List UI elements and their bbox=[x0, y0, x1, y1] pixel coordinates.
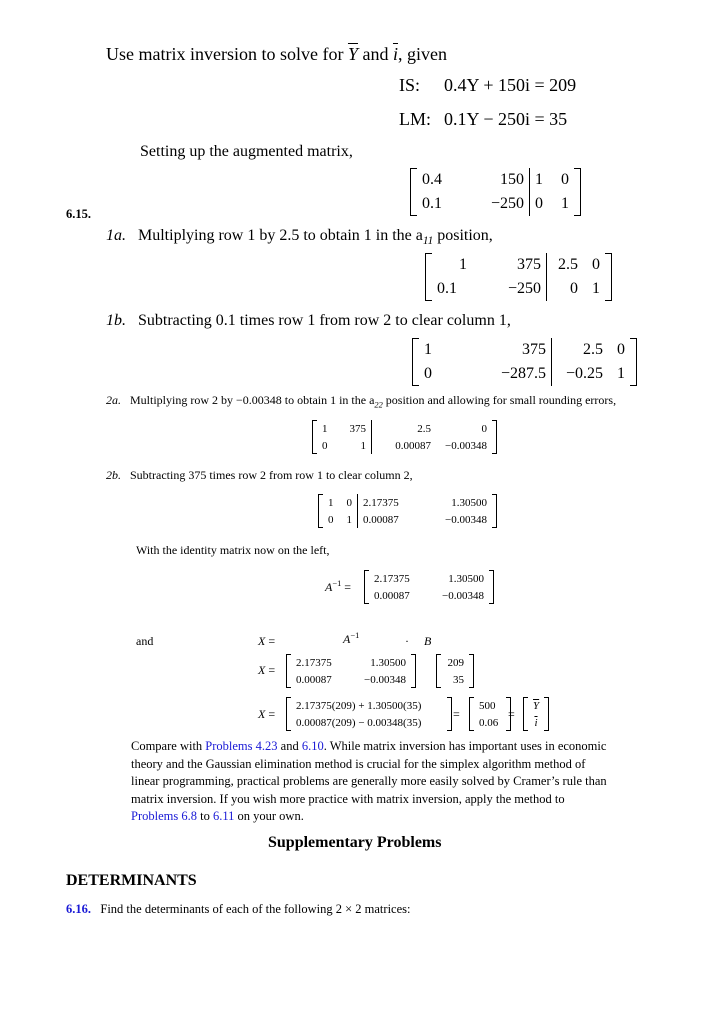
matrix-a-symbol: A bbox=[343, 632, 351, 646]
right-bracket bbox=[469, 654, 474, 688]
left-bracket bbox=[412, 338, 419, 386]
matrix-cell: 150 bbox=[500, 171, 524, 188]
expression-cell: 0.00087(209) − 0.00348(35) bbox=[296, 716, 422, 729]
link-problems-4-23[interactable]: Problems 4.23 bbox=[205, 739, 278, 753]
matrix-cell: 0.00087 bbox=[395, 439, 431, 452]
right-bracket bbox=[447, 697, 452, 731]
left-bracket bbox=[410, 168, 417, 216]
inverse-superscript: −1 bbox=[350, 631, 360, 640]
problem-number-link[interactable]: 6.16. bbox=[66, 902, 91, 916]
right-bracket bbox=[492, 494, 497, 528]
text: Compare with bbox=[131, 739, 206, 753]
matrix-step-1b bbox=[412, 338, 637, 386]
matrix-cell: 2.5 bbox=[417, 422, 431, 435]
matrix-step-2b bbox=[318, 494, 497, 528]
matrix-cell: 1 bbox=[535, 171, 543, 188]
subscript: 22 bbox=[374, 400, 383, 410]
y-bar-var: $\overline{Y}$ bbox=[347, 44, 358, 64]
link-6-11[interactable]: 6.11 bbox=[212, 809, 235, 823]
x-symbol: X bbox=[258, 707, 266, 721]
step-text-tail: position, bbox=[433, 227, 493, 244]
matrix-a-symbol: A bbox=[325, 580, 333, 594]
matrix-cell: 0 bbox=[617, 341, 625, 358]
matrix-cell: 2.17375 bbox=[363, 496, 399, 509]
step-label: 2a. bbox=[106, 393, 121, 407]
matrix-cell: 0 bbox=[322, 439, 328, 452]
matrix-cell: −287.5 bbox=[500, 365, 546, 382]
matrix-cell: 375 bbox=[522, 341, 546, 358]
step-text: Multiplying row 1 by 2.5 to obtain 1 in the a bbox=[138, 227, 423, 244]
step-2b bbox=[106, 468, 413, 483]
problem-text: Find the determinants of each of the following 2 × 2 matrices: bbox=[100, 902, 411, 916]
expression-cell: 2.17375(209) + 1.30500(35) bbox=[296, 699, 422, 712]
expression-vector bbox=[286, 697, 452, 731]
intro-text: Use matrix inversion to solve for bbox=[106, 44, 348, 64]
text: and bbox=[277, 739, 302, 753]
vector-cell: 209 bbox=[447, 656, 464, 669]
i-bar-var: $\overline{i}$ bbox=[392, 44, 398, 64]
matrix-cell: 0.4 bbox=[422, 171, 442, 188]
step-label: 1b. bbox=[106, 312, 126, 329]
matrix-cell: −0.00348 bbox=[445, 439, 487, 452]
matrix-cell: 0 bbox=[570, 280, 578, 297]
right-bracket bbox=[630, 338, 637, 386]
x-eq-row-3 bbox=[258, 707, 275, 722]
result-cell: 0.06 bbox=[479, 716, 499, 729]
step-text-tail: position and allowing for small rounding errors, bbox=[382, 393, 617, 407]
step-1b bbox=[106, 312, 511, 330]
vector-b bbox=[436, 654, 474, 688]
right-bracket bbox=[574, 168, 581, 216]
right-bracket bbox=[411, 654, 416, 688]
right-bracket bbox=[492, 420, 497, 454]
matrix-cell: 1.30500 bbox=[451, 496, 487, 509]
x-symbol: X bbox=[258, 634, 266, 648]
a-inverse-symbol bbox=[343, 631, 359, 647]
paragraph-line bbox=[131, 808, 607, 826]
determinants-heading: DETERMINANTS bbox=[66, 872, 197, 889]
matrix-cell: 2.5 bbox=[583, 341, 603, 358]
intro-line bbox=[106, 44, 447, 65]
i-bar-var: $\overline{i}$ bbox=[534, 716, 538, 729]
matrix-cell: 1.30500 bbox=[370, 656, 406, 669]
equals-sign: = bbox=[453, 707, 460, 721]
identity-text: With the identity matrix now on the left, bbox=[136, 543, 330, 557]
lm-equation: 0.1Y − 250i = 35 bbox=[444, 109, 568, 129]
right-bracket bbox=[489, 570, 494, 604]
matrix-cell: 1 bbox=[592, 280, 600, 297]
inverse-matrix-2 bbox=[286, 654, 416, 688]
b-symbol: B bbox=[424, 634, 432, 648]
link-6-10[interactable]: 6.10 bbox=[301, 739, 324, 753]
matrix-cell: 375 bbox=[517, 256, 541, 273]
result-vector bbox=[469, 697, 511, 731]
matrix-cell: 0.1 bbox=[422, 195, 442, 212]
matrix-cell: 1 bbox=[561, 195, 569, 212]
y-bar-var: $\overline{Y}$ bbox=[533, 699, 540, 712]
matrix-cell: 0 bbox=[346, 496, 352, 509]
step-text: Subtracting 0.1 times row 1 from row 2 to clear column 1, bbox=[138, 312, 511, 329]
is-equation: 0.4Y + 150i = 209 bbox=[444, 75, 577, 95]
x-eq-row-2 bbox=[258, 663, 275, 678]
step-1a bbox=[106, 227, 493, 247]
matrix-cell: 1.30500 bbox=[448, 572, 484, 585]
matrix-cell: 375 bbox=[349, 422, 366, 435]
matrix-cell: 0.00087 bbox=[296, 673, 332, 686]
matrix-cell: 1 bbox=[346, 513, 352, 526]
matrix-cell: 1 bbox=[617, 365, 625, 382]
matrix-cell: 0.00087 bbox=[363, 513, 399, 526]
link-problems-6-8[interactable]: Problems 6.8 bbox=[131, 809, 197, 823]
step-text: Multiplying row 2 by −0.00348 to obtain 1 in the a bbox=[130, 393, 375, 407]
matrix-cell: 0 bbox=[561, 171, 569, 188]
equals-sign: = bbox=[508, 707, 515, 721]
dot-operator: · bbox=[405, 634, 409, 648]
left-bracket bbox=[425, 253, 432, 301]
paragraph-line: linear programming, practical problems are generally more easily solved by Cramer’s rule than bbox=[131, 774, 607, 788]
problem-number: 6.15. bbox=[66, 207, 91, 221]
inverse-lhs bbox=[325, 579, 351, 595]
matrix-cell: −250 bbox=[490, 195, 524, 212]
and-word: and bbox=[136, 634, 154, 648]
matrix-cell: 2.17375 bbox=[296, 656, 332, 669]
inverse-superscript: −1 bbox=[332, 579, 342, 588]
matrix-cell: 1 bbox=[459, 256, 467, 273]
equals-sign: = bbox=[268, 634, 276, 648]
equals-sign: = bbox=[268, 663, 276, 677]
matrix-step-1a bbox=[425, 253, 612, 301]
supplementary-heading: Supplementary Problems bbox=[268, 834, 442, 851]
step-label: 2b. bbox=[106, 468, 121, 482]
matrix-cell: 0 bbox=[424, 365, 432, 382]
matrix-cell: 0 bbox=[535, 195, 543, 212]
matrix-cell: −250 bbox=[507, 280, 541, 297]
matrix-cell: 1 bbox=[360, 439, 366, 452]
intro-and: and bbox=[357, 44, 393, 64]
matrix-cell: 0.1 bbox=[437, 280, 457, 297]
compare-paragraph bbox=[131, 738, 607, 826]
intro-given: , given bbox=[398, 44, 447, 64]
augmented-matrix bbox=[410, 168, 581, 216]
step-2a bbox=[106, 393, 616, 409]
matrix-cell: 0 bbox=[592, 256, 600, 273]
text: to bbox=[196, 809, 213, 823]
matrix-cell: −0.00348 bbox=[442, 589, 484, 602]
matrix-cell: −0.25 bbox=[565, 365, 603, 382]
matrix-step-2a bbox=[312, 420, 497, 454]
matrix-cell: 1 bbox=[424, 341, 432, 358]
paragraph-line bbox=[131, 738, 607, 756]
equals-sign: = bbox=[268, 707, 276, 721]
inverse-matrix bbox=[364, 570, 494, 604]
result-cell: 500 bbox=[479, 699, 496, 712]
matrix-cell: 0 bbox=[328, 513, 334, 526]
matrix-cell: −0.00348 bbox=[445, 513, 487, 526]
vector-cell: 35 bbox=[453, 673, 464, 686]
is-label: IS: bbox=[399, 75, 421, 95]
step-label: 1a. bbox=[106, 227, 126, 244]
matrix-cell: 2.17375 bbox=[374, 572, 410, 585]
lm-label: LM: bbox=[399, 109, 432, 129]
matrix-cell: −0.00348 bbox=[364, 673, 406, 686]
text: . While matrix inversion has important uses in economic bbox=[323, 739, 607, 753]
augmented-intro: Setting up the augmented matrix, bbox=[140, 143, 353, 160]
matrix-cell: 2.5 bbox=[558, 256, 578, 273]
right-bracket bbox=[605, 253, 612, 301]
matrix-cell: 0.00087 bbox=[374, 589, 410, 602]
matrix-cell: 0 bbox=[481, 422, 487, 435]
matrix-cell: 1 bbox=[322, 422, 328, 435]
subscript: 11 bbox=[422, 235, 434, 248]
problem-6-16 bbox=[66, 902, 410, 917]
step-text: Subtracting 375 times row 2 from row 1 to clear column 2, bbox=[130, 468, 413, 482]
matrix-cell: 1 bbox=[328, 496, 334, 509]
equals-sign: = bbox=[344, 580, 352, 594]
variable-vector bbox=[523, 697, 549, 731]
text: on your own. bbox=[234, 809, 304, 823]
right-bracket bbox=[544, 697, 549, 731]
x-eq-row bbox=[258, 634, 275, 649]
x-symbol: X bbox=[258, 663, 266, 677]
paragraph-line: matrix inversion. If you wish more practice with matrix inversion, apply the method to bbox=[131, 791, 565, 806]
paragraph-line: theory and the Gaussian elimination method is crucial for the simplex algorithm method of bbox=[131, 756, 586, 771]
